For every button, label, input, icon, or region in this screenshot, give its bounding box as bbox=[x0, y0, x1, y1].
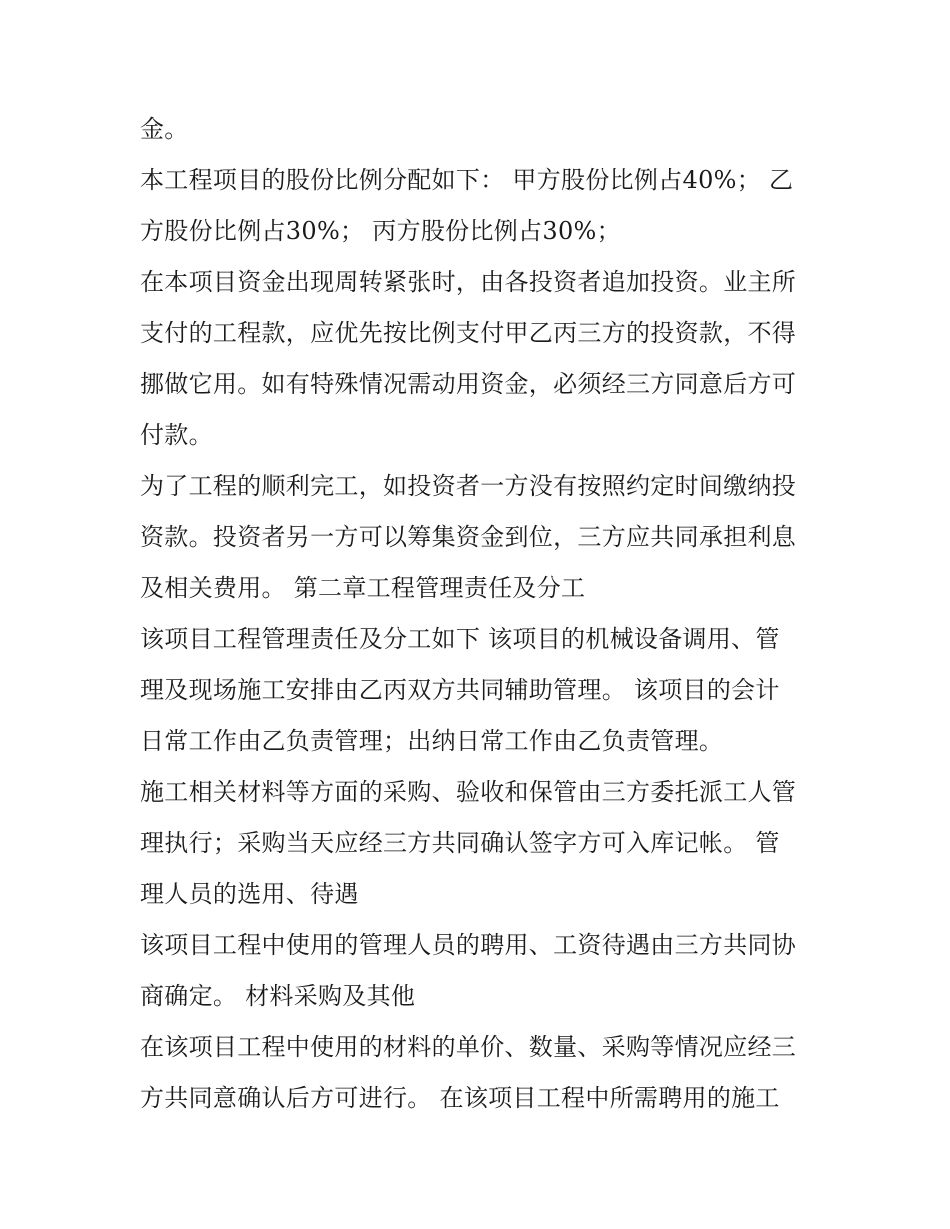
text-line: 理人员的选用、待遇 bbox=[140, 880, 359, 908]
text-line: 理及现场施工安排由乙丙双方共同辅助管理。 该项目的会计 bbox=[140, 676, 780, 704]
text-line: 理执行；采购当天应经三方共同确认签字方可入库记帐。 管 bbox=[140, 829, 780, 857]
text-line: 施工相关材料等方面的采购、验收和保管由三方委托派工人管 bbox=[140, 778, 797, 806]
text-line: 在本项目资金出现周转紧张时，由各投资者追加投资。业主所 bbox=[140, 268, 797, 296]
text-line: 支付的工程款，应优先按比例支付甲乙丙三方的投资款，不得 bbox=[140, 319, 797, 347]
text-line: 方股份比例占30%； 丙方股份比例占30%； bbox=[140, 217, 621, 245]
text-line: 日常工作由乙负责管理；出纳日常工作由乙负责管理。 bbox=[140, 727, 724, 755]
text-line: 在该项目工程中使用的材料的单价、数量、采购等情况应经三 bbox=[140, 1033, 797, 1061]
text-line: 金。 bbox=[140, 115, 189, 143]
text-line: 资款。投资者另一方可以筹集资金到位，三方应共同承担利息 bbox=[140, 523, 797, 551]
text-line: 该项目工程管理责任及分工如下 该项目的机械设备调用、管 bbox=[140, 625, 780, 653]
body-text bbox=[140, 108, 820, 1128]
text-line: 本工程项目的股份比例分配如下： 甲方股份比例占40%； 乙 bbox=[140, 166, 794, 194]
text-line: 该项目工程中使用的管理人员的聘用、工资待遇由三方共同协 bbox=[140, 931, 797, 959]
text-line: 付款。 bbox=[140, 421, 213, 449]
text-line: 为了工程的顺利完工，如投资者一方没有按照约定时间缴纳投 bbox=[140, 472, 797, 500]
text-line: 挪做它用。如有特殊情况需动用资金，必须经三方同意后方可 bbox=[140, 370, 797, 398]
text-line: 及相关费用。 第二章工程管理责任及分工 bbox=[140, 574, 586, 602]
text-line: 方共同意确认后方可进行。 在该项目工程中所需聘用的施工 bbox=[140, 1084, 780, 1112]
text-line: 商确定。 材料采购及其他 bbox=[140, 982, 416, 1010]
